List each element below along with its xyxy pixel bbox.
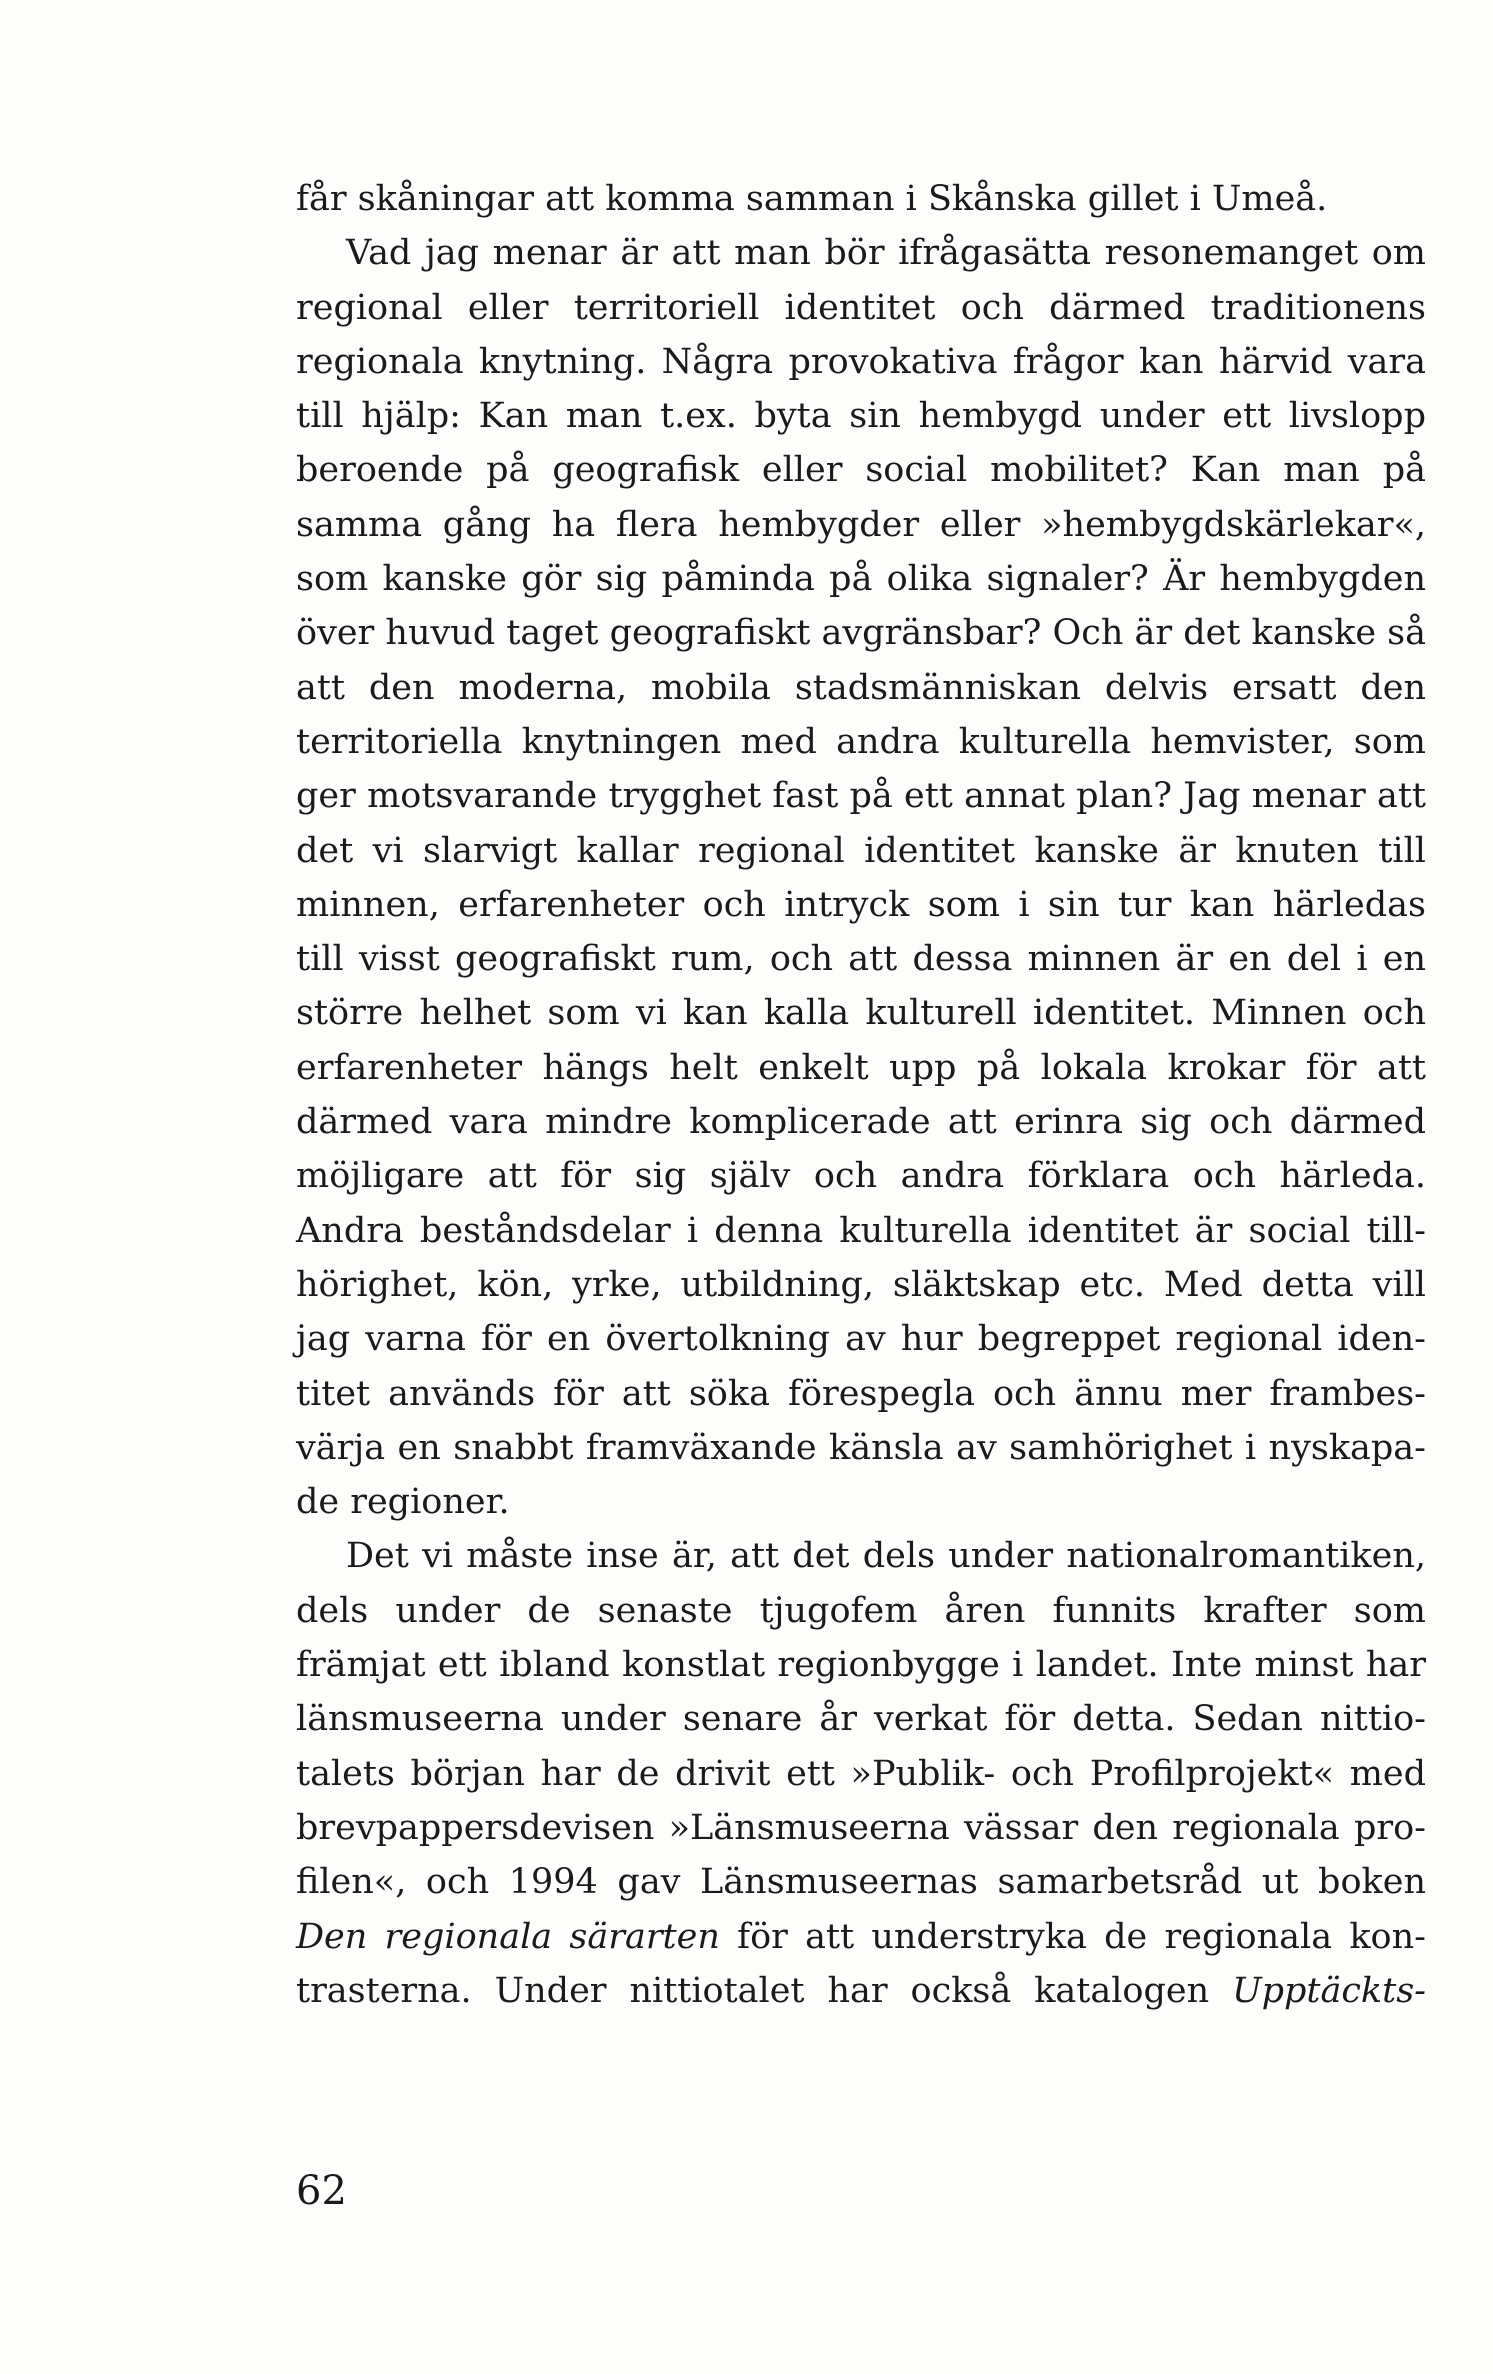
body-text — [296, 172, 1426, 2018]
text-line — [296, 1312, 1426, 1366]
text-line — [296, 1258, 1426, 1312]
text-segment: Andra beståndsdelar i denna kulturella identitet är social till- — [296, 1210, 1426, 1251]
text-line — [296, 1421, 1426, 1475]
text-line — [296, 1475, 1426, 1529]
text-segment: beroende på geografisk eller social mobilitet? Kan man på — [296, 450, 1426, 491]
text-line — [296, 172, 1426, 226]
text-segment: erfarenheter hängs helt enkelt upp på lokala krokar för att — [296, 1047, 1426, 1088]
text-segment: jag varna för en övertolkning av hur begreppet regional iden- — [296, 1319, 1426, 1360]
text-line — [296, 824, 1426, 878]
text-segment: territoriella knytningen med andra kulturella hemvister, som — [296, 721, 1426, 762]
text-segment: det vi slarvigt kallar regional identitet kanske är knuten till — [296, 830, 1426, 871]
text-line — [296, 769, 1426, 823]
text-line — [296, 715, 1426, 769]
text-segment: möjligare att för sig själv och andra förklara och härleda. — [296, 1156, 1426, 1197]
text-segment: de regioner. — [296, 1482, 510, 1523]
text-segment: Det vi måste inse är, att det dels under nationalromantiken, — [346, 1536, 1426, 1577]
text-line — [296, 1529, 1426, 1583]
text-line — [296, 1801, 1426, 1855]
text-line — [296, 606, 1426, 660]
italic-text-segment: Den regionala särarten — [296, 1916, 720, 1957]
text-segment: till hjälp: Kan man t.ex. byta sin hembygd under ett livslopp — [296, 396, 1426, 437]
text-segment: brevpappersdevisen »Länsmuseerna vässar den regionala pro- — [296, 1807, 1426, 1848]
text-segment: värja en snabbt framväxande känsla av samhörighet i nyskapa- — [296, 1427, 1426, 1468]
text-line — [296, 1747, 1426, 1801]
text-segment: till visst geografiskt rum, och att dessa minnen är en del i en — [296, 939, 1426, 980]
italic-text-segment: Upptäckts- — [1232, 1970, 1426, 2011]
text-segment: minnen, erfarenheter och intryck som i sin tur kan härledas — [296, 884, 1426, 925]
text-line — [296, 226, 1426, 280]
text-line — [296, 443, 1426, 497]
text-line — [296, 1584, 1426, 1638]
text-segment: titet används för att söka förespegla och ännu mer frambes- — [296, 1373, 1426, 1414]
text-segment: trasterna. Under nittiotalet har också katalogen — [296, 1970, 1233, 2011]
text-line — [296, 1367, 1426, 1421]
text-segment: filen«, och 1994 gav Länsmuseernas samarbetsråd ut boken — [296, 1862, 1426, 1903]
text-line — [296, 1041, 1426, 1095]
text-line — [296, 1855, 1426, 1909]
text-segment: därmed vara mindre komplicerade att erinra sig och därmed — [296, 1102, 1426, 1143]
text-line — [296, 932, 1426, 986]
page-number: 62 — [296, 2168, 347, 2214]
text-segment: länsmuseerna under senare år verkat för detta. Sedan nittio- — [296, 1699, 1426, 1740]
text-segment: regionala knytning. Några provokativa frågor kan härvid vara — [296, 341, 1426, 382]
text-segment: samma gång ha flera hembygder eller »hembygdskärlekar«, — [296, 504, 1426, 545]
text-line — [296, 1204, 1426, 1258]
text-line — [296, 661, 1426, 715]
text-segment: dels under de senaste tjugofem åren funnits krafter som — [296, 1590, 1426, 1631]
text-segment: att den moderna, mobila stadsmänniskan delvis ersatt den — [296, 667, 1426, 708]
text-segment: för att understryka de regionala kon- — [719, 1916, 1426, 1957]
text-line — [296, 878, 1426, 932]
text-line — [296, 1638, 1426, 1692]
text-line — [296, 1964, 1426, 2018]
text-line — [296, 281, 1426, 335]
text-segment: regional eller territoriell identitet och därmed traditionens — [296, 287, 1426, 328]
text-line — [296, 1149, 1426, 1203]
text-segment: över huvud taget geografiskt avgränsbar? Och är det kanske så — [296, 613, 1426, 654]
text-segment: talets början har de drivit ett »Publik- och Profilprojekt« med — [296, 1753, 1426, 1794]
text-line — [296, 498, 1426, 552]
text-line — [296, 552, 1426, 606]
text-segment: får skåningar att komma samman i Skånska gillet i Umeå. — [296, 179, 1328, 219]
text-line — [296, 1692, 1426, 1746]
text-line — [296, 335, 1426, 389]
text-segment: hörighet, kön, yrke, utbildning, släktskap etc. Med detta vill — [296, 1264, 1426, 1305]
text-segment: ger motsvarande trygghet fast på ett annat plan? Jag menar att — [296, 776, 1426, 817]
text-segment: Vad jag menar är att man bör ifrågasätta resonemanget om — [346, 233, 1426, 274]
text-line — [296, 389, 1426, 443]
text-line — [296, 1095, 1426, 1149]
text-line — [296, 986, 1426, 1040]
text-segment: större helhet som vi kan kalla kulturell identitet. Minnen och — [296, 993, 1426, 1034]
text-segment: främjat ett ibland konstlat regionbygge i landet. Inte minst har — [296, 1645, 1426, 1686]
text-line — [296, 1910, 1426, 1964]
text-segment: som kanske gör sig påminda på olika signaler? Är hembygden — [296, 559, 1426, 600]
